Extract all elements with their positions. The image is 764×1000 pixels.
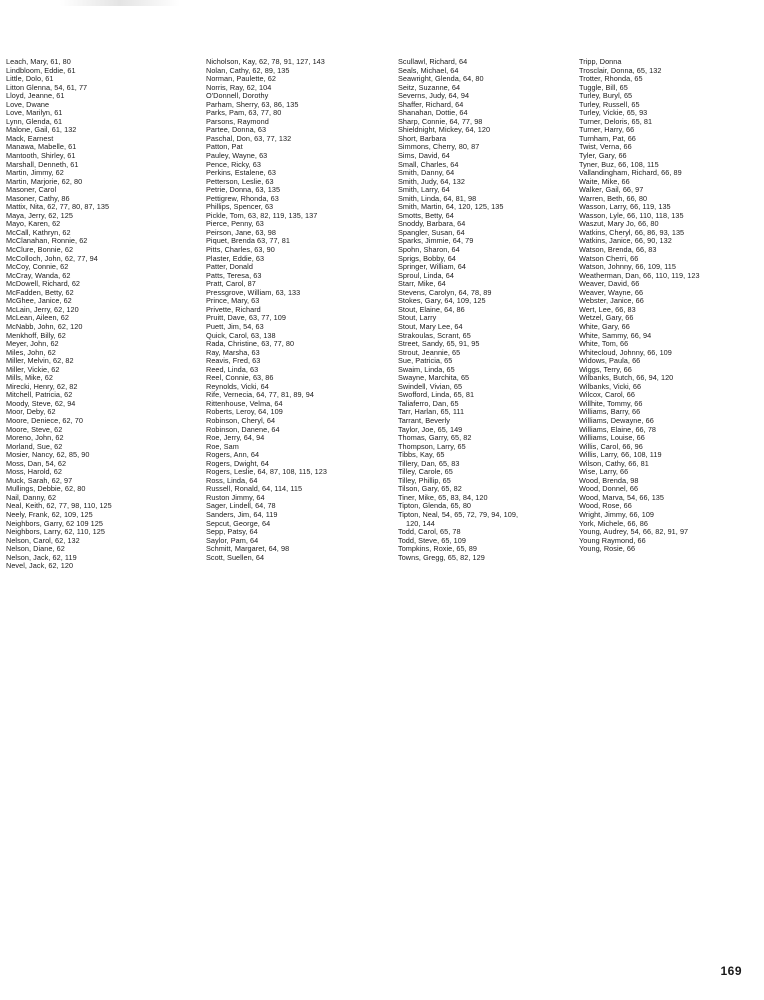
index-entry: Parham, Sherry, 63, 86, 135 (206, 99, 299, 109)
index-entry: White, Tom, 66 (579, 339, 629, 349)
index-entry: Wilson, Cathy, 66, 81 (579, 458, 649, 468)
index-entry: Young, Audrey, 54, 66, 82, 91, 97 (579, 527, 689, 537)
index-entry: Reynolds, Vicki, 64 (206, 381, 269, 391)
index-entry: Tibbs, Kay, 65 (398, 450, 445, 460)
index-entry: Watkins, Cheryl, 66, 86, 93, 135 (579, 227, 685, 237)
index-entry: Smith, Linda, 64, 81, 98 (398, 193, 477, 203)
index-entry: Watson, Brenda, 66, 83 (579, 245, 657, 255)
index-entry: Menkhoff, Billy, 62 (6, 330, 66, 340)
index-entry: Marshall, Denneth, 61 (6, 159, 79, 169)
index-entry: Young, Rosie, 66 (579, 544, 636, 554)
index-entry: Malone, Gail, 61, 132 (6, 125, 77, 135)
index-entry: Martin, Marjorie, 62, 80 (6, 176, 83, 186)
index-entry: Phillips, Spencer, 63 (206, 202, 274, 212)
index-entry: Stokes, Gary, 64, 109, 125 (398, 296, 486, 306)
index-entry: Sprigs, Bobby, 64 (398, 253, 456, 263)
index-entry: Twist, Verna, 66 (579, 142, 632, 152)
index-entry: Tipton, Glenda, 65, 80 (398, 501, 472, 511)
index-entry: Turley, Vickie, 65, 93 (579, 108, 648, 118)
index-entry: Swindell, Vivian, 65 (398, 381, 463, 391)
index-entry: Masoner, Cathy, 86 (6, 193, 70, 203)
index-entry: Smith, Danny, 64 (398, 168, 455, 178)
index-entry: Wise, Larry, 66 (579, 467, 629, 477)
index-column-2 (206, 58, 327, 562)
index-entry: Sepcut, George, 64 (206, 518, 271, 528)
index-entry: Tiner, Mike, 65, 83, 84, 120 (398, 492, 488, 502)
index-entry: Leach, Mary, 61, 80 (6, 57, 71, 66)
index-entry: Neighbors, Larry, 62, 110, 125 (6, 527, 105, 537)
index-entry: Martin, Jimmy, 62 (6, 168, 64, 178)
index-entry: Rogers, Dwight, 64 (206, 458, 269, 468)
index-entry: Shanahan, Dottie, 64 (398, 108, 468, 118)
index-entry: Turley, Buryl, 65 (579, 91, 633, 101)
index-entry: Puett, Jim, 54, 63 (206, 321, 264, 331)
index-entry: Williams, Elaine, 66, 78 (579, 424, 657, 434)
index-entry: Plaster, Eddie, 63 (206, 253, 265, 263)
index-entry: Pence, Ricky, 63 (206, 159, 262, 169)
index-entry: Love, Marilyn, 61 (6, 108, 63, 118)
index-entry: Weaver, Wayne, 66 (579, 287, 644, 297)
index-entry: Wright, Jimmy, 66, 109 (579, 509, 655, 519)
index-entry: Miller, Vickie, 62 (6, 364, 60, 374)
index-entry: Partee, Donna, 63 (206, 125, 267, 135)
index-entry: Paschal, Don, 63, 77, 132 (206, 133, 292, 143)
index-entry: Swofford, Linda, 65, 81 (398, 390, 475, 400)
index-entry: Lindbloom, Eddie, 61 (6, 65, 76, 75)
index-entry: McGhee, Janice, 62 (6, 296, 72, 306)
index-entry: McFadden, Betty, 62 (6, 287, 74, 297)
index-entry: Sue, Patricia, 65 (398, 356, 453, 366)
index-entry: McClanahan, Ronnie, 62 (6, 236, 88, 246)
index-entry: Thomas, Garry, 65, 82 (398, 433, 472, 443)
index-entry: Moore, Deniece, 62, 70 (6, 415, 83, 425)
index-entry: Patts, Teresa, 63 (206, 270, 262, 280)
index-entry: Wasson, Larry, 66, 119, 135 (579, 202, 671, 212)
index-entry: Shieldnight, Mickey, 64, 120 (398, 125, 491, 135)
index-entry: Quick, Carol, 63, 138 (206, 330, 276, 340)
index-entry: Swaim, Linda, 65 (398, 364, 455, 374)
index-entry: Williams, Barry, 66 (579, 407, 641, 417)
index-entry: Wood, Donnel, 66 (579, 484, 639, 494)
index-entry: McCoy, Connie, 62 (6, 262, 69, 272)
index-entry: Spohn, Sharon, 64 (398, 245, 460, 255)
index-entry: Moor, Deby, 62 (6, 407, 56, 417)
index-entry: Lynn, Glenda, 61 (6, 116, 63, 126)
index-entry: Sproul, Linda, 64 (398, 270, 455, 280)
index-entry: Strakoulas, Scrant, 65 (398, 330, 471, 340)
index-entry: Petterson, Leslie, 63 (206, 176, 274, 186)
index-entry: Lloyd, Jeanne, 61 (6, 91, 65, 101)
index-entry: Rife, Vernecia, 64, 77, 81, 89, 94 (206, 390, 314, 400)
index-entry: Watkins, Janice, 66, 90, 132 (579, 236, 672, 246)
scan-artifact (60, 0, 180, 6)
index-entry: Wood, Brenda, 98 (579, 475, 639, 485)
index-entry: Watson, Johnny, 66, 109, 115 (579, 262, 676, 272)
index-entry: Wood, Marva, 54, 66, 135 (579, 492, 665, 502)
index-entry: Swayne, Marchita, 65 (398, 373, 470, 383)
index-entry: Seitz, Suzanne, 64 (398, 82, 461, 92)
index-column-3 (398, 58, 518, 562)
index-entry: Rittenhouse, Velma, 64 (206, 398, 283, 408)
index-entry: White, Sammy, 66, 94 (579, 330, 652, 340)
index-entry: Tripp, Donna (579, 57, 622, 66)
index-entry: Pruitt, Dave, 63, 77, 109 (206, 313, 286, 323)
index-entry: Neighbors, Garry, 62 109 125 (6, 518, 103, 528)
index-entry: Tillery, Dan, 65, 83 (398, 458, 460, 468)
index-entry: Willis, Carol, 66, 96 (579, 441, 643, 451)
index-entry: Turner, Deloris, 65, 81 (579, 116, 653, 126)
index-entry: Sager, Lindell, 64, 78 (206, 501, 276, 511)
index-entry: Pierce, Penny, 63 (206, 219, 264, 229)
index-entry: Vallandingham, Richard, 66, 89 (579, 168, 682, 178)
index-entry: Moody, Steve, 62, 94 (6, 398, 76, 408)
index-entry: Sparks, Jimmie, 64, 79 (398, 236, 474, 246)
index-entry: Miles, John, 62 (6, 347, 56, 357)
index-entry: Pauley, Wayne, 63 (206, 151, 268, 161)
index-entry: Turley, Russell, 65 (579, 99, 640, 109)
index-entry: Norman, Paulette, 62 (206, 74, 276, 84)
index-entry: Williams, Louise, 66 (579, 433, 645, 443)
index-entry: Sharp, Connie, 64, 77, 98 (398, 116, 483, 126)
index-entry: Tarrant, Beverly (398, 415, 450, 425)
index-entry: Tipton, Neal, 54, 65, 72, 79, 94, 109, (398, 509, 519, 519)
index-entry: Moreno, John, 62 (6, 433, 64, 443)
index-entry: Wetzel, Gary, 66 (579, 313, 634, 323)
index-entry: Rada, Christine, 63, 77, 80 (206, 339, 295, 349)
index-entry: Tyler, Gary, 66 (579, 151, 627, 161)
index-entry: Springer, William, 64 (398, 262, 466, 272)
index-entry: Roe, Jerry, 64, 94 (206, 433, 265, 443)
index-entry: Ross, Linda, 64 (206, 475, 258, 485)
index-entry: Nelson, Diane, 62 (6, 544, 65, 554)
index-entry: Muck, Sarah, 62, 97 (6, 475, 73, 485)
index-entry: Widows, Paula, 66 (579, 356, 641, 366)
index-entry: Smith, Larry, 64 (398, 185, 450, 195)
index-entry: Thompson, Larry, 65 (398, 441, 466, 451)
index-entry: Willhite, Tommy, 66 (579, 398, 643, 408)
index-entry: Tuggle, Bill, 65 (579, 82, 628, 92)
index-entry: Todd, Carol, 65, 78 (398, 527, 461, 537)
index-entry: Ray, Marsha, 63 (206, 347, 260, 357)
index-entry: Wilbanks, Butch, 66, 94, 120 (579, 373, 674, 383)
index-entry: Roberts, Leroy, 64, 109 (206, 407, 283, 417)
index-entry: Neal, Keith, 62, 77, 98, 110, 125 (6, 501, 112, 511)
index-entry: Young Raymond, 66 (579, 535, 646, 545)
index-entry: Patter, Donald (206, 262, 253, 272)
index-entry: Tompkins, Roxie, 65, 89 (398, 544, 478, 554)
index-entry: Wert, Lee, 66, 83 (579, 304, 636, 314)
index-entry: Perkins, Estalene, 63 (206, 168, 277, 178)
index-entry: Mantooth, Shirley, 61 (6, 151, 76, 161)
index-entry: Masoner, Carol (6, 185, 57, 195)
index-column-4 (579, 58, 700, 554)
index-entry: Simmons, Cherry, 80, 87 (398, 142, 480, 152)
index-entry: Watson Cherri, 66 (579, 253, 639, 263)
index-entry: Robinson, Danene, 64 (206, 424, 280, 434)
index-entry: Morland, Sue, 62 (6, 441, 63, 451)
index-entry: Parks, Pam, 63, 77, 80 (206, 108, 282, 118)
index-entry: Nail, Danny, 62 (6, 492, 57, 502)
index-entry: Spangler, Susan, 64 (398, 227, 465, 237)
index-entry: Privette, Richard (206, 304, 261, 314)
index-entry: Stout, Larry (398, 313, 437, 323)
index-entry: Russell, Ronald, 64, 114, 115 (206, 484, 303, 494)
index-entry: Reavis, Fred, 63 (206, 356, 261, 366)
index-entry: Nelson, Jack, 62, 119 (6, 552, 77, 562)
index-entry: Manawa, Mabelle, 61 (6, 142, 77, 152)
index-entry: Seals, Michael, 64 (398, 65, 459, 75)
index-entry: 120, 144 (406, 518, 435, 528)
index-entry: Stout, Mary Lee, 64 (398, 321, 463, 331)
index-entry: Severns, Judy, 64, 94 (398, 91, 470, 101)
index-entry: McNabb, John, 62, 120 (6, 321, 83, 331)
index-entry: Williams, Dewayne, 66 (579, 415, 654, 425)
index-entry: Rogers, Ann, 64 (206, 450, 260, 460)
index-entry: Schmitt, Margaret, 64, 98 (206, 544, 290, 554)
index-entry: Nelson, Carol, 62, 132 (6, 535, 80, 545)
index-entry: Moore, Steve, 62 (6, 424, 63, 434)
index-entry: Tilley, Carole, 65 (398, 467, 453, 477)
index-entry: Saylor, Pam, 64 (206, 535, 259, 545)
index-entry: Rogers, Leslie, 64, 87, 108, 115, 123 (206, 467, 327, 477)
index-entry: Peirson, Jane, 63, 98 (206, 227, 277, 237)
index-entry: Weatherman, Dan, 66, 110, 119, 123 (579, 270, 700, 280)
index-entry: Waite, Mike, 66 (579, 176, 630, 186)
index-entry: Maya, Jerry, 62, 125 (6, 210, 73, 220)
index-entry: Smotts, Betty, 64 (398, 210, 454, 220)
index-entry: Patton, Pat (206, 142, 243, 152)
index-entry: Reed, Linda, 63 (206, 364, 259, 374)
index-entry: Mills, Mike, 62 (6, 373, 53, 383)
index-entry: Short, Barbara (398, 133, 447, 143)
index-entry: McClure, Bonnie, 62 (6, 245, 74, 255)
index-entry: Litton Glenna, 54, 61, 77 (6, 82, 88, 92)
index-entry: Nevel, Jack, 62, 120 (6, 561, 74, 571)
index-entry: Wiggs, Terry, 66 (579, 364, 632, 374)
index-entry: McCall, Kathryn, 62 (6, 227, 71, 237)
index-entry: Smith, Martin, 64, 120, 125, 135 (398, 202, 504, 212)
index-entry: York, Michele, 66, 86 (579, 518, 648, 528)
index-entry: Snoddy, Barbara, 64 (398, 219, 466, 229)
index-entry: Norris, Ray, 62, 104 (206, 82, 272, 92)
index-entry: Turner, Harry, 66 (579, 125, 635, 135)
index-entry: Weaver, David, 66 (579, 279, 640, 289)
index-entry: Towns, Gregg, 65, 82, 129 (398, 552, 485, 562)
index-entry: Robinson, Cheryl, 64 (206, 415, 276, 425)
index-entry: McLain, Jerry, 62, 120 (6, 304, 79, 314)
index-entry: Miller, Melvin, 62, 82 (6, 356, 74, 366)
index-entry: Moss, Dan, 54, 62 (6, 458, 67, 468)
index-entry: White, Gary, 66 (579, 321, 630, 331)
index-entry: Petrie, Donna, 63, 135 (206, 185, 281, 195)
index-entry: McLean, Aileen, 62 (6, 313, 69, 323)
index-entry: Tilley, Phillip, 65 (398, 475, 451, 485)
index-entry: Trotter, Rhonda, 65 (579, 74, 643, 84)
index-entry: Mullings, Debbie, 62, 80 (6, 484, 86, 494)
index-entry: Neely, Frank, 62, 109, 125 (6, 509, 93, 519)
index-entry: McDowell, Richard, 62 (6, 279, 81, 289)
index-entry: Parsons, Raymond (206, 116, 269, 126)
index-entry: Strout, Jeannie, 65 (398, 347, 461, 357)
index-entry: Street, Sandy, 65, 91, 95 (398, 339, 480, 349)
index-entry: Waszut, Mary Jo, 66, 80 (579, 219, 659, 229)
index-entry: Stout, Elaine, 64, 86 (398, 304, 465, 314)
index-entry: Nolan, Cathy, 62, 89, 135 (206, 65, 290, 75)
index-entry: Wilbanks, Vicki, 66 (579, 381, 642, 391)
index-entry: Stevens, Carolyn, 64, 78, 89 (398, 287, 492, 297)
index-entry: Shaffer, Richard, 64 (398, 99, 464, 109)
index-entry: Pressgrove, William, 63, 133 (206, 287, 301, 297)
index-entry: O'Donnell, Dorothy (206, 91, 269, 101)
index-entry: Moss, Harold, 62 (6, 467, 62, 477)
index-entry: Mitchell, Patricia, 62 (6, 390, 73, 400)
index-entry: Tilson, Gary, 65, 82 (398, 484, 462, 494)
index-entry: Reel, Connie, 63, 86 (206, 373, 274, 383)
index-entry: Taliaferro, Dan, 65 (398, 398, 459, 408)
index-entry: Mattix, Nita, 62, 77, 80, 87, 135 (6, 202, 110, 212)
index-entry: Piquet, Brenda 63, 77, 81 (206, 236, 291, 246)
index-entry: Warren, Beth, 66, 80 (579, 193, 648, 203)
index-entry: Mayo, Karen, 62 (6, 219, 61, 229)
index-entry: Sanders, Jim, 64, 119 (206, 509, 278, 519)
index-entry: Small, Charles, 64 (398, 159, 459, 169)
index-entry: Smith, Judy, 64, 132 (398, 176, 465, 186)
index-entry: Tyner, Buz, 66, 108, 115 (579, 159, 659, 169)
index-entry: Starr, Mike, 64 (398, 279, 446, 289)
index-entry: Tarr, Harlan, 65, 111 (398, 407, 465, 417)
index-entry: Todd, Steve, 65, 109 (398, 535, 466, 545)
index-entry: Pettigrew, Rhonda, 63 (206, 193, 279, 203)
index-entry: Roe, Sam (206, 441, 239, 451)
index-entry: Wood, Rose, 66 (579, 501, 632, 511)
index-entry: Pratt, Carol, 87 (206, 279, 256, 289)
index-entry: Trosclair, Donna, 65, 132 (579, 65, 662, 75)
index-entry: Turnham, Pat, 66 (579, 133, 636, 143)
index-entry: Wasson, Lyle, 66, 110, 118, 135 (579, 210, 684, 220)
index-entry: Scott, Suellen, 64 (206, 552, 265, 562)
index-entry: Mack, Earnest (6, 133, 54, 143)
index-entry: Willis, Larry, 66, 108, 119 (579, 450, 662, 460)
index-entry: Whitecloud, Johnny, 66, 109 (579, 347, 672, 357)
page-number: 169 (720, 964, 742, 978)
index-entry: Mirecki, Henry, 62, 82 (6, 381, 78, 391)
index-entry: Prince, Mary, 63 (206, 296, 260, 306)
index-entry: McColloch, John, 62, 77, 94 (6, 253, 98, 263)
index-entry: Pitts, Charles, 63, 90 (206, 245, 275, 255)
index-entry: Mosier, Nancy, 62, 85, 90 (6, 450, 90, 460)
index-entry: Meyer, John, 62 (6, 339, 59, 349)
index-entry: Little, Dolo, 61 (6, 74, 54, 84)
index-entry: Sepp, Patsy, 64 (206, 527, 258, 537)
index-entry: Taylor, Joe, 65, 149 (398, 424, 463, 434)
index-entry: McCray, Wanda, 62 (6, 270, 71, 280)
index-entry: Scullawl, Richard, 64 (398, 57, 468, 66)
index-entry: Ruston Jimmy, 64 (206, 492, 265, 502)
index-entry: Seawright, Glenda, 64, 80 (398, 74, 484, 84)
index-entry: Webster, Janice, 66 (579, 296, 644, 306)
index-entry: Walker, Gail, 66, 97 (579, 185, 644, 195)
index-entry: Sims, David, 64 (398, 151, 450, 161)
index-entry: Wilcox, Carol, 66 (579, 390, 635, 400)
index-entry: Pickle, Tom, 63, 82, 119, 135, 137 (206, 210, 318, 220)
index-entry: Love, Dwane (6, 99, 50, 109)
index-column-1 (6, 58, 112, 571)
index-entry: Nicholson, Kay, 62, 78, 91, 127, 143 (206, 57, 325, 66)
